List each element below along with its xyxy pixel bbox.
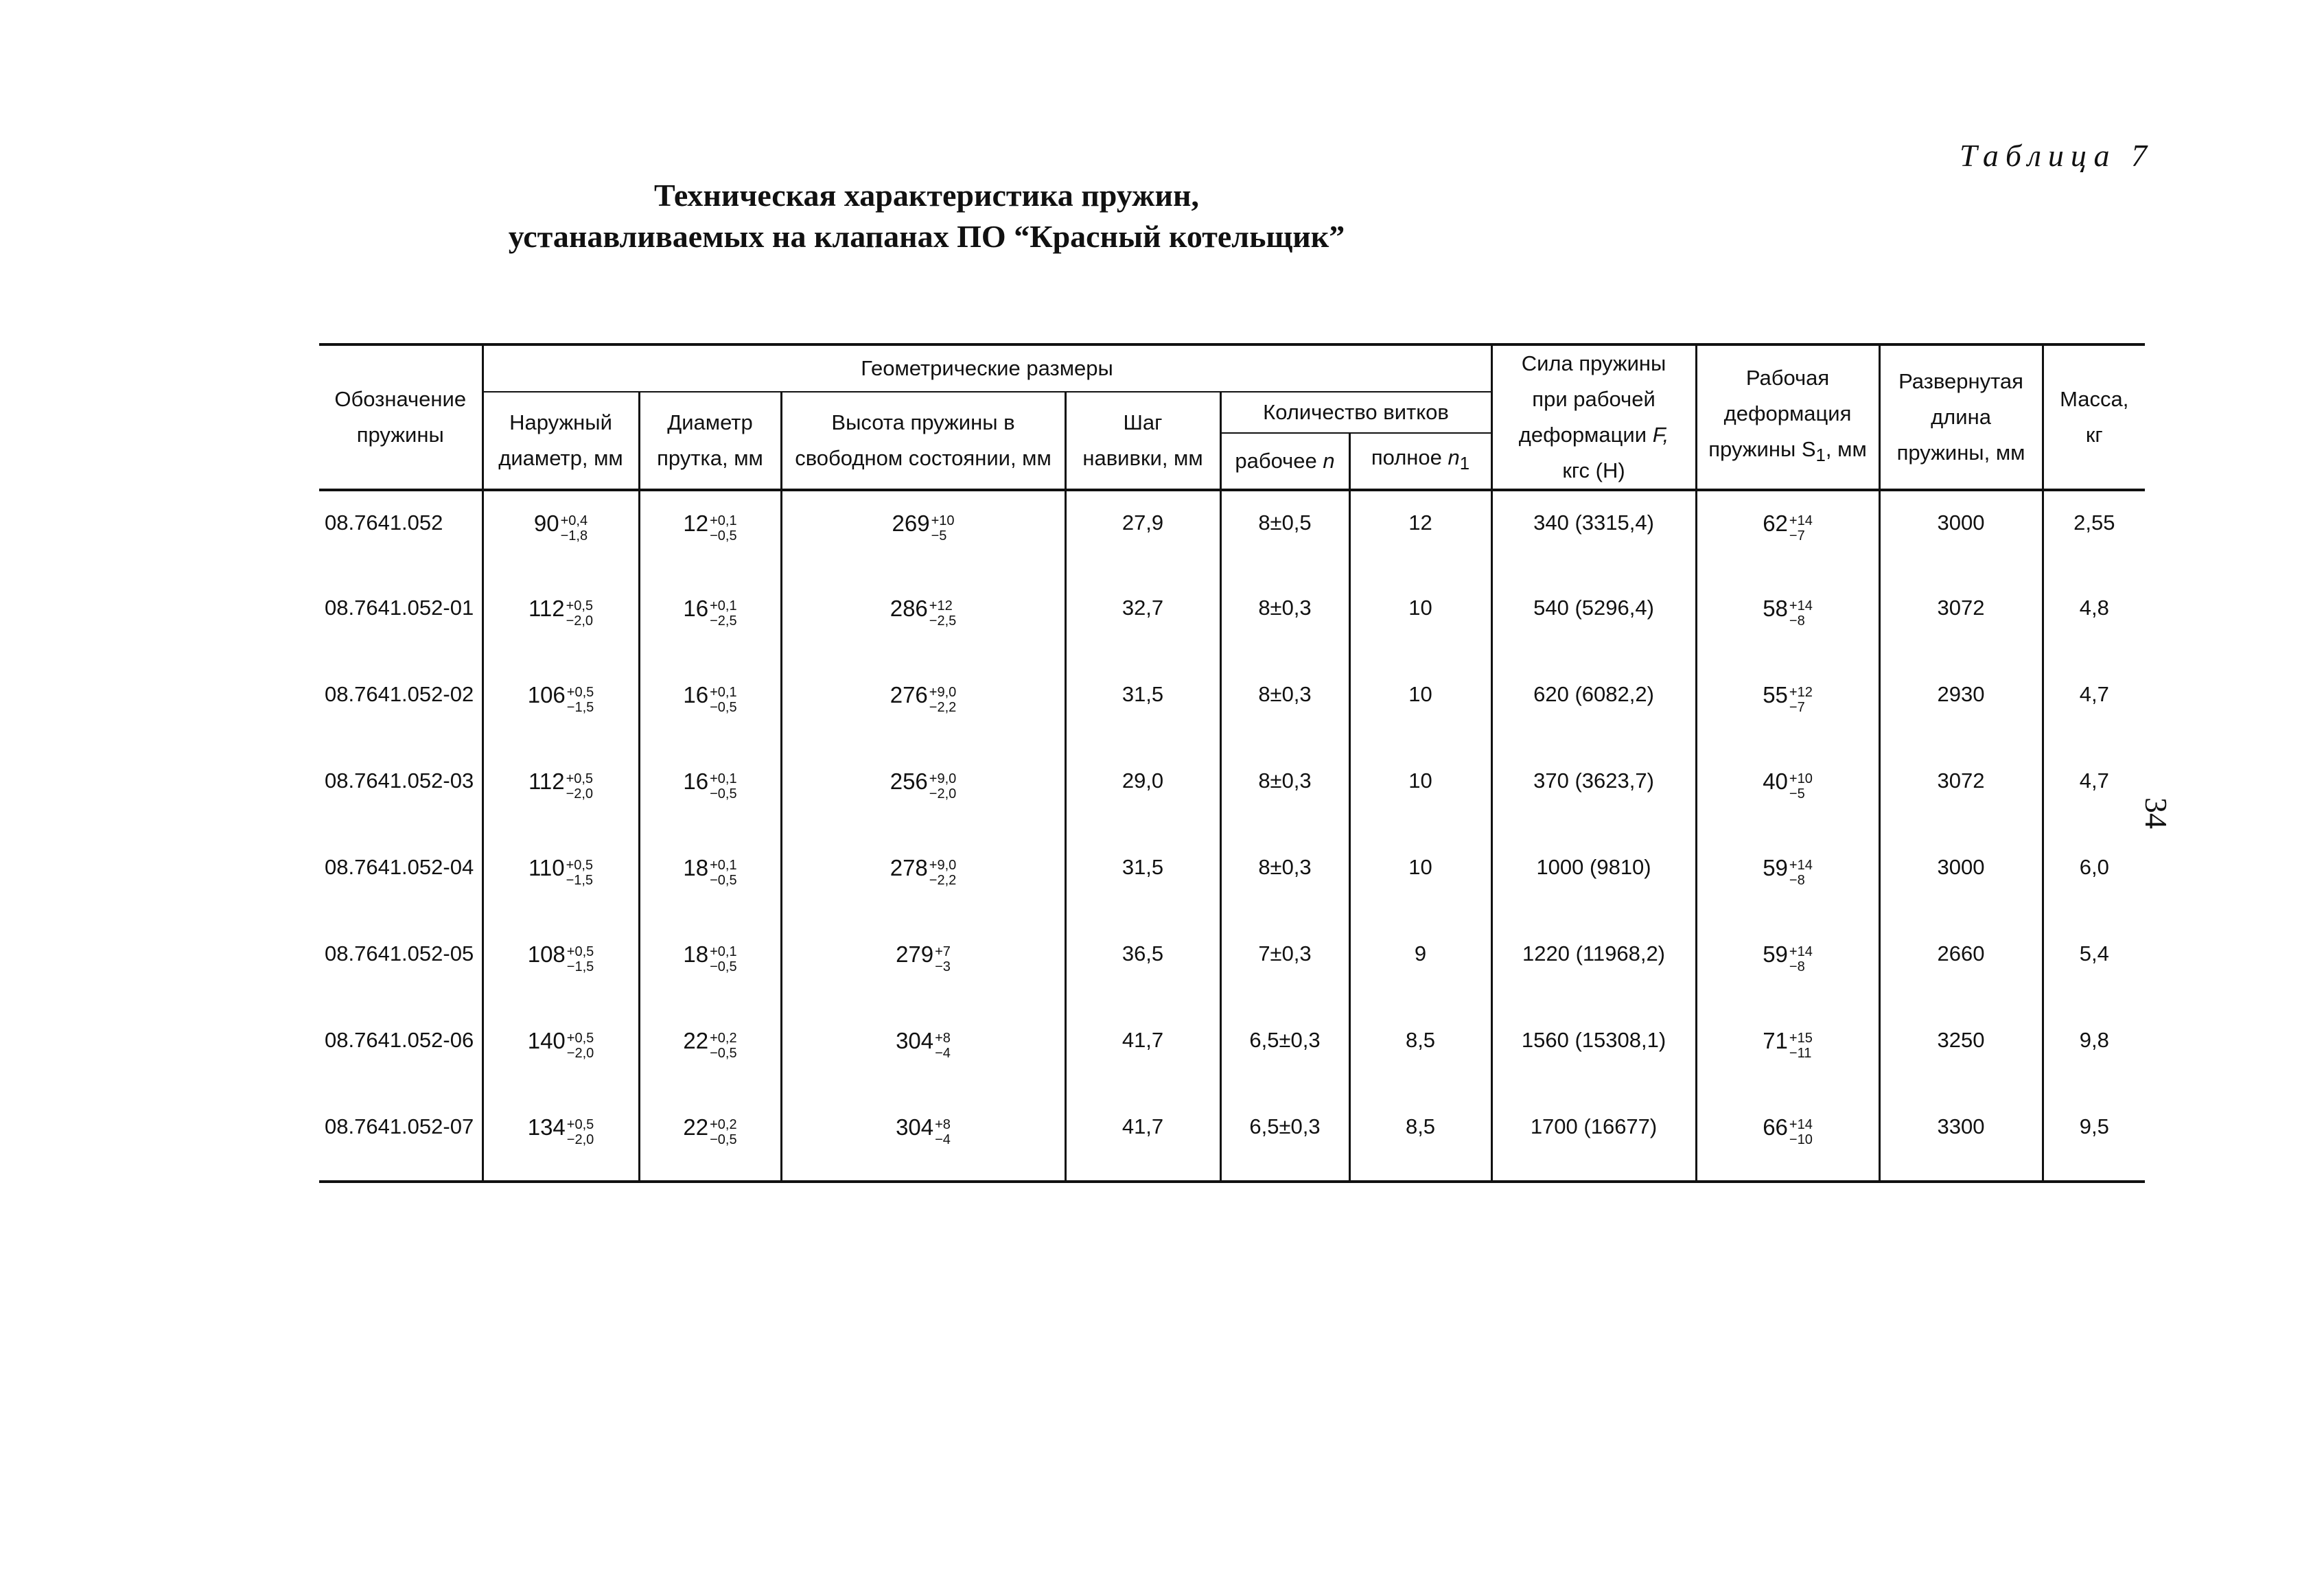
cell-designation: 08.7641.052-03: [319, 749, 483, 836]
cell-unrolled-length: 2660: [1879, 922, 2043, 1009]
cell-mass: 2,55: [2043, 490, 2145, 576]
cell-pitch: 36,5: [1065, 922, 1220, 1009]
cell-force: 1000 (9810): [1491, 836, 1696, 922]
cell-free-height: 286 +12 −2,5: [781, 576, 1065, 663]
cell-wire-diameter: 12 +0,1 −0,5: [639, 490, 781, 576]
cell-pitch: 31,5: [1065, 663, 1220, 749]
cell-unrolled-length: 3300: [1879, 1095, 2043, 1182]
header-unrolled-length: Развернутая длина пружины, мм: [1879, 344, 2043, 490]
cell-force: 340 (3315,4): [1491, 490, 1696, 576]
cell-unrolled-length: 3000: [1879, 490, 2043, 576]
table-row: [319, 663, 2145, 749]
cell-coils-working: 8±0,3: [1220, 836, 1349, 922]
cell-pitch: 31,5: [1065, 836, 1220, 922]
cell-deformation: 59 +14 −8: [1696, 922, 1879, 1009]
cell-mass: 6,0: [2043, 836, 2145, 922]
cell-mass: 4,7: [2043, 749, 2145, 836]
cell-coils-total: 8,5: [1349, 1095, 1491, 1182]
cell-pitch: 27,9: [1065, 490, 1220, 576]
cell-outer-diameter: 108 +0,5 −1,5: [483, 922, 639, 1009]
cell-deformation: 66 +14 −10: [1696, 1095, 1879, 1182]
cell-free-height: 304 +8 −4: [781, 1009, 1065, 1095]
header-free-height: Высота пружины в свободном состоянии, мм: [781, 392, 1065, 490]
cell-deformation: 71 +15 −11: [1696, 1009, 1879, 1095]
cell-outer-diameter: 106 +0,5 −1,5: [483, 663, 639, 749]
cell-deformation: 40 +10 −5: [1696, 749, 1879, 836]
cell-designation: 08.7641.052-05: [319, 922, 483, 1009]
cell-free-height: 269 +10 −5: [781, 490, 1065, 576]
cell-mass: 4,7: [2043, 663, 2145, 749]
header-coils-total: полное $n_1$: [1349, 433, 1491, 490]
table-row: [319, 922, 2145, 1009]
cell-wire-diameter: 16 +0,1 −0,5: [639, 749, 781, 836]
cell-force: 370 (3623,7): [1491, 749, 1696, 836]
header-wire-diameter: Диаметр прутка, мм: [639, 392, 781, 490]
header-deformation: Рабочая деформация пружины $S_1$, мм: [1696, 344, 1879, 490]
cell-free-height: 278 +9,0 −2,2: [781, 836, 1065, 922]
cell-coils-total: 12: [1349, 490, 1491, 576]
table-row: [319, 576, 2145, 663]
cell-wire-diameter: 22 +0,2 −0,5: [639, 1095, 781, 1182]
cell-mass: 9,8: [2043, 1009, 2145, 1095]
header-designation: Обозначение пружины: [319, 344, 483, 490]
cell-deformation: 55 +12 −7: [1696, 663, 1879, 749]
page-number: 34: [2139, 797, 2174, 829]
cell-designation: 08.7641.052-07: [319, 1095, 483, 1182]
cell-coils-working: 8±0,5: [1220, 490, 1349, 576]
cell-free-height: 256 +9,0 −2,0: [781, 749, 1065, 836]
cell-unrolled-length: 2930: [1879, 663, 2043, 749]
cell-pitch: 41,7: [1065, 1095, 1220, 1182]
cell-designation: 08.7641.052-01: [319, 576, 483, 663]
cell-mass: 5,4: [2043, 922, 2145, 1009]
cell-outer-diameter: 112 +0,5 −2,0: [483, 749, 639, 836]
spring-spec-table: [319, 343, 2145, 1183]
table-row: [319, 749, 2145, 836]
cell-outer-diameter: 90 +0,4 −1,8: [483, 490, 639, 576]
header-coils-working: рабочее n: [1220, 433, 1349, 490]
cell-force: 1700 (16677): [1491, 1095, 1696, 1182]
cell-coils-working: 8±0,3: [1220, 749, 1349, 836]
cell-coils-total: 10: [1349, 576, 1491, 663]
table-row: [319, 490, 2145, 576]
cell-pitch: 41,7: [1065, 1009, 1220, 1095]
title-line-2: устанавливаемых на клапанах ПО “Красный котельщик”: [508, 219, 1345, 254]
cell-coils-working: 6,5±0,3: [1220, 1095, 1349, 1182]
cell-free-height: 276 +9,0 −2,2: [781, 663, 1065, 749]
cell-pitch: 32,7: [1065, 576, 1220, 663]
table-row: [319, 836, 2145, 922]
cell-coils-total: 10: [1349, 663, 1491, 749]
cell-outer-diameter: 134 +0,5 −2,0: [483, 1095, 639, 1182]
table-row: [319, 1009, 2145, 1095]
cell-unrolled-length: 3072: [1879, 749, 2043, 836]
cell-mass: 9,5: [2043, 1095, 2145, 1182]
title-line-1: Техническая характеристика пружин,: [653, 178, 1200, 213]
cell-coils-total: 9: [1349, 922, 1491, 1009]
cell-wire-diameter: 16 +0,1 −0,5: [639, 663, 781, 749]
cell-coils-total: 10: [1349, 749, 1491, 836]
cell-designation: 08.7641.052-04: [319, 836, 483, 922]
cell-force: 540 (5296,4): [1491, 576, 1696, 663]
cell-free-height: 279 +7 −3: [781, 922, 1065, 1009]
cell-deformation: 59 +14 −8: [1696, 836, 1879, 922]
cell-pitch: 29,0: [1065, 749, 1220, 836]
cell-coils-working: 7±0,3: [1220, 922, 1349, 1009]
cell-coils-total: 10: [1349, 836, 1491, 922]
cell-deformation: 58 +14 −8: [1696, 576, 1879, 663]
cell-wire-diameter: 16 +0,1 −2,5: [639, 576, 781, 663]
cell-designation: 08.7641.052-06: [319, 1009, 483, 1095]
cell-coils-working: 6,5±0,3: [1220, 1009, 1349, 1095]
cell-wire-diameter: 22 +0,2 −0,5: [639, 1009, 781, 1095]
cell-wire-diameter: 18 +0,1 −0,5: [639, 922, 781, 1009]
cell-deformation: 62 +14 −7: [1696, 490, 1879, 576]
cell-designation: 08.7641.052: [319, 490, 483, 576]
header-outer-diameter: Наружный диаметр, мм: [483, 392, 639, 490]
cell-designation: 08.7641.052-02: [319, 663, 483, 749]
cell-coils-working: 8±0,3: [1220, 576, 1349, 663]
cell-outer-diameter: 112 +0,5 −2,0: [483, 576, 639, 663]
table-label: Таблица 7: [1959, 138, 2154, 173]
cell-unrolled-length: 3072: [1879, 576, 2043, 663]
cell-wire-diameter: 18 +0,1 −0,5: [639, 836, 781, 922]
cell-outer-diameter: 140 +0,5 −2,0: [483, 1009, 639, 1095]
header-pitch: Шаг навивки, мм: [1065, 392, 1220, 490]
cell-unrolled-length: 3000: [1879, 836, 2043, 922]
header-force: Сила пружины при рабочей деформации F, кгс (Н): [1491, 344, 1696, 490]
cell-coils-total: 8,5: [1349, 1009, 1491, 1095]
cell-force: 1560 (15308,1): [1491, 1009, 1696, 1095]
table-title: [0, 175, 1853, 257]
cell-unrolled-length: 3250: [1879, 1009, 2043, 1095]
header-coils: Количество витков: [1220, 392, 1491, 433]
header-geometric: Геометрические размеры: [483, 344, 1491, 392]
cell-free-height: 304 +8 −4: [781, 1095, 1065, 1182]
cell-mass: 4,8: [2043, 576, 2145, 663]
table-row: [319, 1095, 2145, 1182]
cell-force: 1220 (11968,2): [1491, 922, 1696, 1009]
header-mass: Масса, кг: [2043, 344, 2145, 490]
cell-coils-working: 8±0,3: [1220, 663, 1349, 749]
cell-outer-diameter: 110 +0,5 −1,5: [483, 836, 639, 922]
cell-force: 620 (6082,2): [1491, 663, 1696, 749]
